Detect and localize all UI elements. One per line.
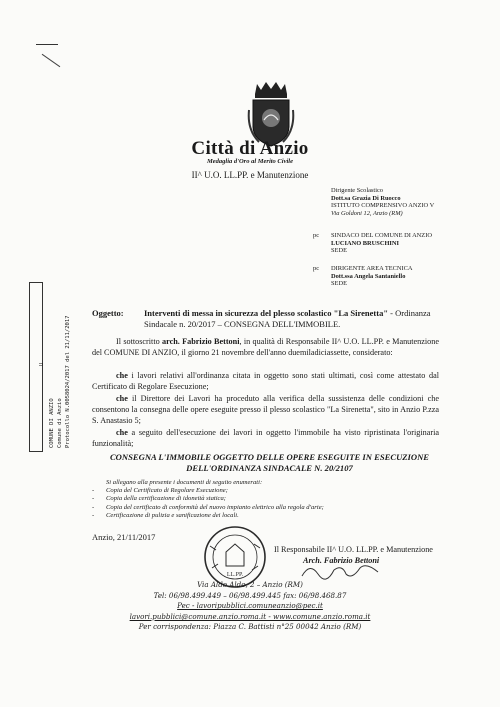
recipient-block (331, 265, 413, 288)
protocol-stamp-letter: U (39, 362, 45, 366)
delivery-heading (92, 452, 447, 474)
footer-address: Via Aldo Aldo, 2 – Anzio (RM) (197, 580, 303, 589)
attachment-text: Copia del Certificato di Regolare Esecuzione; (106, 487, 228, 495)
scan-mark (42, 54, 61, 67)
attachment-text: Certificazione di pulizia e sanificazione dei locali. (106, 511, 239, 519)
subject-label: Oggetto: (92, 308, 124, 318)
recipient-block (331, 232, 432, 255)
responsible-title: Il Responsabile II^ U.O. LL.PP. e Manutenzione (274, 545, 433, 554)
body-text: a seguito dell'esecuzione dei lavori in oggetto l'immobile ha visto ripristinata l'originaria funzionalità; (92, 428, 439, 448)
responsible-name: Arch. Fabrizio Bettoni (303, 556, 380, 565)
footer-mailing-address: Per corrispondenza: Piazza C. Battisti n°25 00042 Anzio (RM) (138, 622, 362, 632)
subject-text (144, 308, 444, 330)
attachments-list (92, 479, 324, 520)
handwritten-signature-icon (300, 560, 380, 582)
footer-email-web: lavori.pubblici@comune.anzio.roma.it - www.comune.anzio.roma.it (129, 611, 371, 621)
protocol-stamp-line: Comune di Anzio (57, 398, 63, 448)
body-paragraph (92, 370, 439, 392)
footer-pec: Pec - lavoripubblici.comuneanzio@pec.it (177, 601, 323, 611)
subject-title: Interventi di messa in sicurezza del plesso scolastico "La Sirenetta" (144, 308, 389, 318)
recipient-line: SINDACO DEL COMUNE DI ANZIO (331, 232, 432, 239)
protocol-number: Protocollo N.0058024/2017 del 21/11/2017 (65, 315, 71, 448)
body-keyword: che (116, 394, 128, 403)
body-keyword: che (116, 428, 128, 437)
recipient-name: Dott.ssa Angela Santaniello (331, 272, 406, 280)
cc-prefix: pc (313, 265, 320, 272)
recipient-line: ISTITUTO COMPRENSIVO ANZIO V (331, 202, 435, 210)
scan-mark (36, 44, 58, 45)
cc-prefix: pc (313, 232, 320, 239)
recipient-line: SEDE (331, 280, 347, 288)
attachment-text: Copia del certificato di conformità del nuovo impianto elettrico alla regola d'arte; (106, 503, 324, 511)
footer-phone: Tel: 06/98.499.449 – 06/98.499.445 fax: 06/98.468.87 (153, 590, 347, 600)
body-text: il Direttore dei Lavori ha proceduto alla verifica della sussistenza delle condizioni che consentono la consegna delle opere eseguite presso il plesso scolastico "La Sirenetta", sito in Anzio P.zza S. Anastasio 5; (92, 394, 439, 425)
recipient-address: Via Goldoni 12, Anzio (RM) (331, 209, 403, 217)
body-text: Il sottoscritto (116, 337, 163, 346)
attachment-item: - Copia del certificato di conformità del nuovo impianto elettrico alla regola d'arte; (92, 503, 324, 511)
subject-rest: - Ordinanza Sindacale n. 20/2017 – CONSEGNA DELL'IMMOBILE. (144, 308, 431, 329)
recipient-name: LUCIANO BRUSCHINI (331, 239, 400, 247)
city-motto: Medaglia d'Oro al Merito Civile (207, 158, 293, 165)
protocol-stamp-frame (29, 282, 43, 452)
body-paragraph (92, 393, 439, 426)
place-date: Anzio, 21/11/2017 (92, 532, 156, 542)
recipient-line: SEDE (331, 247, 347, 255)
body-paragraph (92, 336, 439, 358)
recipient-block (331, 187, 434, 217)
body-text: , in qualità di Responsabile II^ U.O. LL.PP. e Manutenzione del COMUNE DI ANZIO, il giorno 21 novembre dell'anno duemiladiciassette, considerato: (92, 337, 439, 357)
attachments-intro: Si allegano alla presente i documenti di seguito enumerati: (106, 479, 263, 486)
recipient-line: DIRIGENTE AREA TECNICA (331, 265, 413, 272)
city-name: Città di Anzio (191, 138, 309, 159)
attachment-item: - Copia della certificazione di idoneità statica; (92, 495, 226, 503)
footer-contacts (0, 580, 500, 633)
body-keyword: che (116, 371, 128, 380)
signer-name: arch. Fabrizio Bettoni (162, 337, 240, 346)
recipient-name: Dott.sa Grazia Di Ruocco (331, 194, 401, 202)
attachment-item: - Certificazione di pulizia e sanificazione dei locali. (92, 511, 239, 519)
body-paragraph (92, 427, 439, 449)
delivery-heading-line: CONSEGNA L'IMMOBILE OGGETTO DELLE OPERE ESEGUITE IN ESECUZIONE (109, 452, 430, 462)
attachment-text: Copia della certificazione di idoneità statica; (106, 495, 226, 503)
body-text: i lavori relativi all'ordinanza citata in oggetto sono stati ultimati, così come attestato dal Certificato di Regolare Esecuzione; (92, 371, 439, 391)
recipient-line: Dirigente Scolastico (331, 187, 383, 194)
protocol-stamp-line: COMUNE DI ANZIO (49, 398, 55, 448)
delivery-heading-line: DELL'ORDINANZA SINDACALE N. 20/2107 (186, 463, 353, 473)
round-stamp-label: LL.PP. (226, 572, 244, 578)
office-unit: II^ U.O. LL.PP. e Manutenzione (191, 170, 309, 180)
attachment-item: - Copia del Certificato di Regolare Esecuzione; (92, 487, 228, 495)
protocol-stamp (29, 282, 71, 450)
